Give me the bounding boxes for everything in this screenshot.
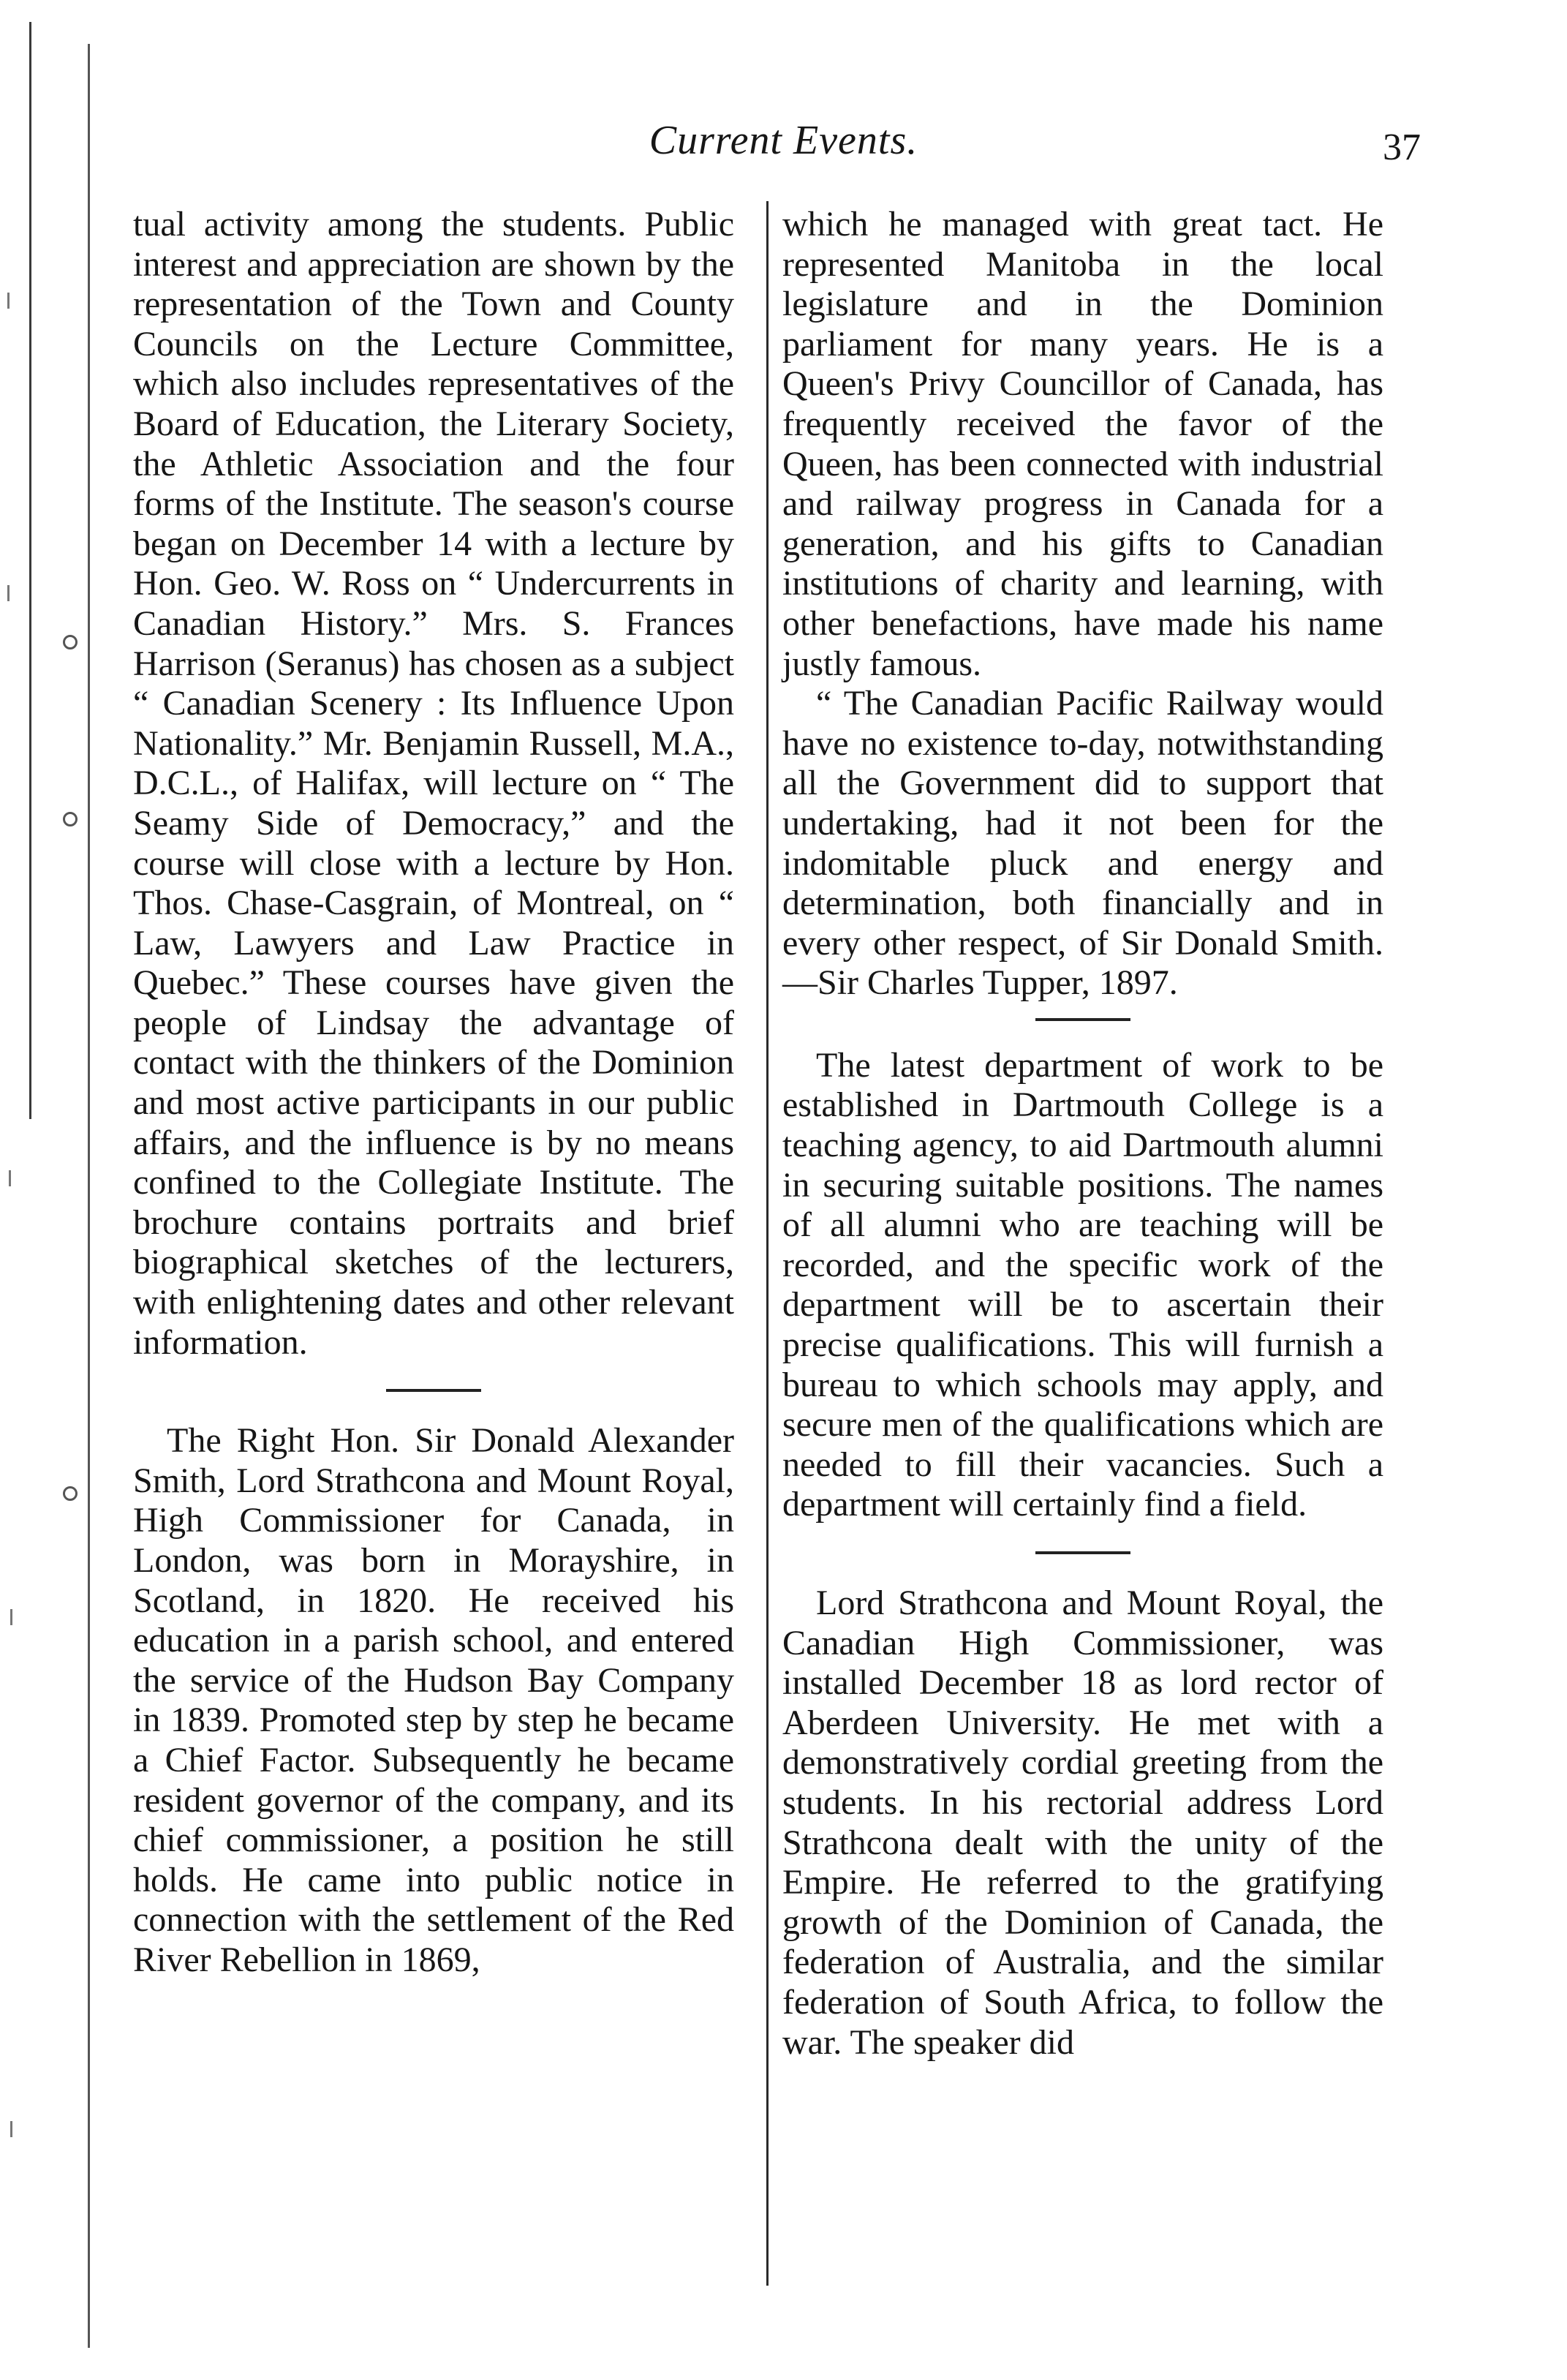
column-divider bbox=[766, 201, 769, 2286]
running-title: Current Events. bbox=[649, 118, 918, 163]
paragraph-lecture-course: tual activity among the students. Public interest and appreciation are shown by the representation of the Town and County Councils on the Lecture Committee, which also includes representatives of the Board of Education, the Literary Society, the Athletic Association and the four forms of the Institute. The season's course began on December 14 with a lecture by Hon. Geo. W. Ross on “ Undercurrents in Canadian History.” Mrs. S. Frances Harrison (Seranus) has chosen as a subject “ Canadian Scenery : Its Influence Upon Nationality.” Mr. Benjamin Russell, M.A., D.C.L., of Halifax, will lecture on “ The Seamy Side of Democracy,” and the course will close with a lecture by Hon. Thos. Chase-Casgrain, of Montreal, on “ Law, Lawyers and Law Practice in Quebec.” These courses have given the people of Lindsay the advantage of contact with the thinkers of the Dominion and most active participants in our public affairs, and the influence is by no means confined to the Collegiate Institute. The brochure contains portraits and brief biographical sketches of the lecturers, with enlightening dates and other relevant information. bbox=[133, 205, 734, 1362]
paragraph-tupper-quote: “ The Canadian Pacific Railway would have no existence to-day, notwithstanding all the Government did to support that undertaking, had it not been for the indomitable pluck and energy and determination, both financially and in every other respect, of Sir Donald Smith.—Sir Charles Tupper, 1897. bbox=[782, 684, 1383, 1003]
right-column bbox=[782, 205, 1383, 2063]
paragraph-dartmouth-college: The latest department of work to be established in Dartmouth College is a teaching agency, to aid Dartmouth alumni in securing suitable positions. The names of all alumni who are teaching will be recorded, and the specific work of the department will be to ascertain their precise qualifications. This will furnish a bureau to which schools may apply, and secure men of the qualifications which are needed to fill their vacancies. Such a department will certainly find a field. bbox=[782, 1045, 1383, 1524]
binding-edge bbox=[0, 0, 146, 2380]
section-separator bbox=[1035, 1018, 1130, 1021]
section-separator bbox=[1035, 1551, 1130, 1554]
paragraph-donald-smith-biography: The Right Hon. Sir Donald Alexander Smith, Lord Strathcona and Mount Royal, High Commissioner for Canada, in London, was born in Morayshire, in Scotland, in 1820. He received his education in a parish school, and entered the service of the Hudson Bay Company in 1839. Promoted step by step he became a Chief Factor. Subsequently he became resident governor of the company, and its chief commissioner, a position he still holds. He came into public notice in connection with the settlement of the Red River Rebellion in 1869, bbox=[133, 1421, 734, 1979]
paragraph-biography-continued: which he managed with great tact. He represented Manitoba in the local legislature and in the Dominion parliament for many years. He is a Queen's Privy Councillor of Canada, has frequently received the favor of the Queen, has been connected with industrial and railway progress in Canada for a generation, and his gifts to Canadian institutions of charity and learning, with other benefactions, have made his name justly famous. bbox=[782, 205, 1383, 683]
left-column bbox=[133, 205, 734, 1981]
paragraph-aberdeen-rector: Lord Strathcona and Mount Royal, the Canadian High Commissioner, was installed December 18 as lord rector of Aberdeen University. He met with a demonstratively cordial greeting from the students. In his rectorial address Lord Strathcona dealt with the unity of the Empire. He referred to the gratifying growth of the Dominion of Canada, the federation of Australia, and the similar federation of South Africa, to follow the war. The speaker did bbox=[782, 1583, 1383, 2062]
page-number: 37 bbox=[1383, 127, 1421, 168]
section-separator bbox=[386, 1389, 481, 1392]
